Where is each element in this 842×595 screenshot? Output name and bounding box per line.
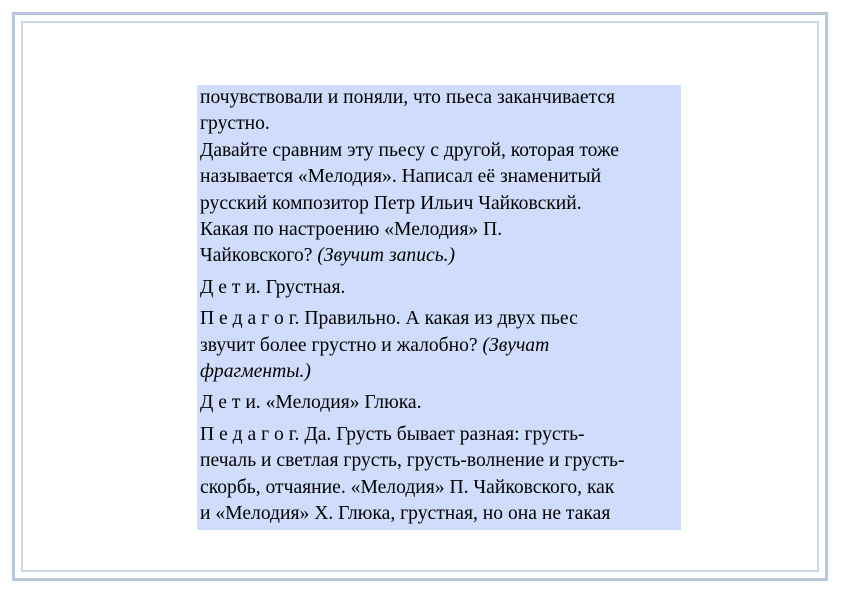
paragraph-children-reply xyxy=(197,275,681,301)
paragraph-teacher-explanation xyxy=(197,422,681,528)
text-line: печаль и светлая грусть, грусть-волнение и грусть- xyxy=(200,450,625,472)
text-line: Чайковского? (Звучит запись.) xyxy=(200,245,456,267)
text-line: П е д а г о г. Да. Грусть бывает разная: грусть- xyxy=(200,423,585,445)
text-line: и «Мелодия» Х. Глюка, грустная, но она не такая xyxy=(200,503,611,525)
paragraph-teacher-question xyxy=(197,306,681,385)
paragraph-narration xyxy=(197,85,681,270)
text-line: Какая по настроению «Мелодия» П. xyxy=(200,219,503,241)
text-line: почувствовали и поняли, что пьеса заканчивается xyxy=(200,87,616,108)
stage-direction: фрагменты.) xyxy=(200,361,311,383)
stage-direction: (Звучат xyxy=(482,334,550,356)
text-line: П е д а г о г. Правильно. А какая из двух пьес xyxy=(200,308,578,330)
text-line xyxy=(200,359,679,385)
text-line: Д е т и. Грустная. xyxy=(200,276,346,298)
paragraph-children-answer xyxy=(197,390,681,416)
text-line: называется «Мелодия». Написал её знаменитый xyxy=(200,166,602,188)
dialogue-text-box xyxy=(197,85,681,530)
text-line: грустно. xyxy=(200,113,270,135)
stage-direction: (Звучит запись.) xyxy=(317,245,456,267)
text-line: Давайте сравним эту пьесу с другой, которая тоже xyxy=(200,139,619,161)
text-line: скорбь, отчаяние. «Мелодия» П. Чайковского, как xyxy=(200,476,615,498)
text-line: Д е т и. «Мелодия» Глюка. xyxy=(200,392,422,414)
text-line: русский композитор Петр Ильич Чайковский. xyxy=(200,192,582,214)
text-line: звучит более грустно и жалобно? (Звучат xyxy=(200,334,550,356)
